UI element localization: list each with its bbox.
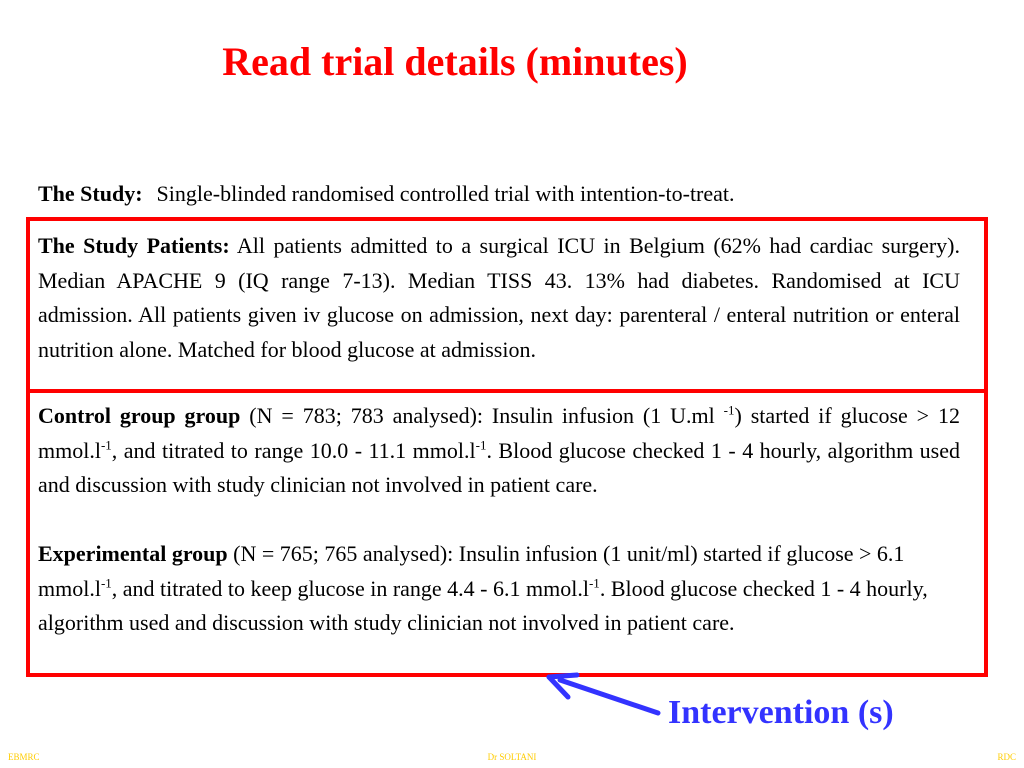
footer-center: Dr SOLTANI (487, 752, 537, 762)
footer-left: EBMRC (8, 752, 40, 762)
page-title: Read trial details (minutes) (222, 39, 688, 84)
study-label: The Study: (38, 181, 143, 206)
intervention-callout: Intervention (s) (668, 694, 894, 731)
control-sup-1: -1 (723, 402, 735, 418)
study-text: Single-blinded randomised controlled trial with intention-to-treat. (156, 181, 735, 206)
control-text-2: ) started if glucose > 12 mmol.l (38, 403, 960, 463)
experimental-text-1: (N = 765; 765 analysed): Insulin infusion (1 unit/ml) started if glucose > 6.1 mmol.l (38, 541, 905, 601)
control-text-1: (N = 783; 783 analysed): Insulin infusion (1 U.ml (240, 403, 724, 428)
control-group-label: Control group group (38, 403, 241, 428)
control-text-4: . Blood glucose checked 1 - 4 hourly, algorithm used and discussion with study clinician not involved in patient care. (38, 437, 960, 497)
control-sup-3: -1 (475, 437, 487, 453)
patients-text: All patients admitted to a surgical ICU in Belgium (62% had cardiac surgery). Median APACHE 9 (IQ range 7-13). Median TISS 43. 13% had diabetes. Randomised at ICU admission. All patients given iv glucose on admission, next day: parenteral / enteral nutrition or enteral nutrition alone. Matched for blood glucose at admission. (38, 233, 960, 362)
control-text-3: , and titrated to range 10.0 - 11.1 mmol.l (111, 437, 476, 463)
experimental-text-2: , and titrated to keep glucose in range 4.4 - 6.1 mmol.l (111, 575, 589, 601)
experimental-sup-2: -1 (588, 575, 600, 591)
patients-label: The Study Patients: (38, 233, 230, 258)
footer-right: RDC (997, 752, 1016, 762)
experimental-group-label: Experimental group (38, 541, 228, 566)
experimental-text-3: . Blood glucose checked 1 - 4 hourly, algorithm used and discussion with study clinician not involved in patient care. (38, 575, 928, 635)
experimental-sup-1: -1 (100, 575, 112, 591)
control-sup-2: -1 (100, 437, 112, 453)
